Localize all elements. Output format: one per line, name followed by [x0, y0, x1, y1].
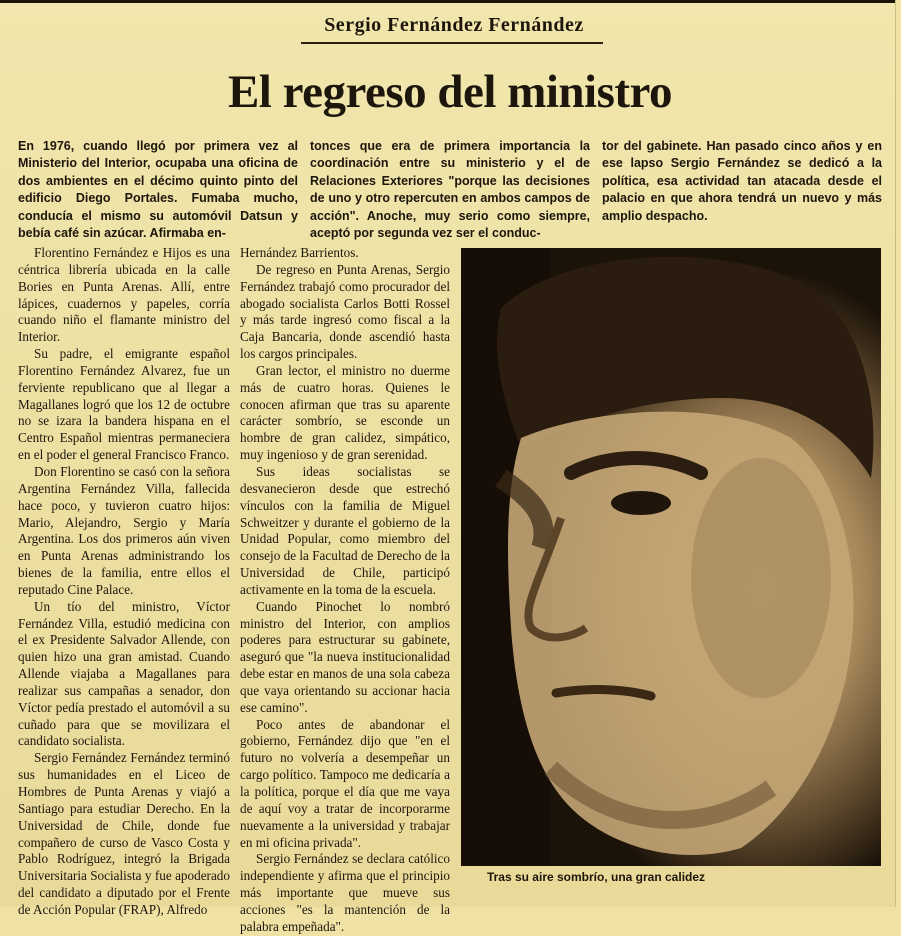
- body-paragraph: De regreso en Punta Arenas, Sergio Fernández trabajó como procurador del abogado socialista Carlos Botti Rossel y más tarde ingresó como fiscal a la Caja Bancaria, donde ascendió hasta los cargos principales.: [240, 261, 450, 362]
- portrait-illustration: [461, 248, 881, 866]
- body-paragraph: Cuando Pinochet lo nombró ministro del Interior, con amplios poderes para estructurar su gabinete, aseguró que "la nueva institucionalidad debe estar en manos de una sola cabeza que vaya orientando su accionar hacia ese camino".: [240, 598, 450, 715]
- article-headline: El regreso del ministro: [227, 66, 673, 118]
- body-paragraph: Sergio Fernández Fernández terminó sus humanidades en el Liceo de Hombres de Punta Arenas y viajó a Santiago para estudiar Derecho. En la Universidad de Chile, donde fue compañero de curso de Vasco Costa y Pablo Rodríguez, integró la Brigada Universitaria Socialista y fue apoderado del candidato a diputado por el Frente de Acción Popular (FRAP), Alfredo: [18, 750, 230, 917]
- body-paragraph: Don Florentino se casó con la señora Argentina Fernández Villa, fallecida hace poco, y tuvieron cuatro hijos: Mario, Alejandro, Sergio y María Argentina. Los dos primeros aún viven en Punta Arenas administrando los bienes de la familia, entre ellos el reputado Cine Palace.: [18, 463, 230, 597]
- body-paragraph: Su padre, el emigrante español Florentino Fernández Alvarez, fue un ferviente republicano que al llegar a Magallanes logró que los 12 de octubre no se izara la bandera hispana en el Centro Español mientras permaneciera en el poder el general Francisco Franco.: [18, 346, 230, 463]
- body-paragraph: Hernández Barrientos.: [240, 245, 359, 260]
- page-edge-right: [895, 0, 901, 907]
- body-column-2: [240, 245, 450, 936]
- body-paragraph: Poco antes de abandonar el gobierno, Fernández dijo que "en el futuro no volvería a desempeñar un cargo político. Tampoco me dedicaría a la política, porque el día que me vaya de aquí voy a tratar de incorporarme nuevamente a la universidad y trabajar en mi oficina privada".: [240, 716, 450, 850]
- body-paragraph: Sergio Fernández se declara católico independiente y afirma que el principio más importante que mueve sus acciones "es la mantención de la palabra empeñada".: [240, 851, 450, 934]
- author-byline: Sergio Fernández Fernández: [324, 14, 584, 36]
- lead-column-3: tor del gabinete. Han pasado cinco años y en ese lapso Sergio Fernández se dedicó a la política, esa actividad tan atacada desde el palacio en que ahora tendrá un nuevo y más amplio despacho.: [602, 139, 882, 223]
- photo-caption: Tras su aire sombrío, una gran calidez: [486, 870, 706, 884]
- portrait-photo: [461, 248, 881, 866]
- body-paragraph: Gran lector, el ministro no duerme más de cuatro horas. Quienes le conocen afirman que tras su aparente carácter sombrío, se esconde un hombre de gran calidez, simpático, muy ingenioso y de gran serenidad.: [240, 362, 450, 463]
- body-paragraph: Florentino Fernández e Hijos es una céntrica librería ubicada en la calle Bories en Punta Arenas. Allí, entre lápices, cuadernos y papeles, corría cuando niño el flamante ministro del Interior.: [18, 245, 230, 345]
- lead-column-2: tonces que era de primera importancia la coordinación entre su ministerio y el de Relaciones Exteriores "porque las decisiones de uno y otro repercuten en ambos campos de acción". Anoche, muy serio como siempre, aceptó por segunda vez ser el conduc-: [310, 139, 590, 241]
- body-paragraph: Un tío del ministro, Víctor Fernández Villa, estudió medicina con el ex Presidente Salvador Allende, con quien hizo una gran amistad. Cuando Allende viajaba a Magallanes para realizar sus campañas a senador, don Víctor pedía prestado el automóvil a su cuñado para que se movilizara el candidato socialista.: [18, 598, 230, 749]
- body-column-1: [18, 245, 230, 919]
- page-edge: [0, 0, 901, 3]
- body-paragraph: Sus ideas socialistas se desvanecieron desde que estrechó vínculos con la familia de Miguel Schweitzer y durante el gobierno de la Unidad Popular, como miembro del consejo de la Facultad de Derecho de la Universidad de Chile, participó activamente en la toma de la escuela.: [240, 463, 450, 597]
- byline-rule: [301, 42, 603, 44]
- lead-column-1: En 1976, cuando llegó por primera vez al Ministerio del Interior, ocupaba una oficina de dos ambientes en el décimo quinto pinto del edificio Diego Portales. Fumaba mucho, conducía el mismo su automóvil Datsun y bebía café sin azúcar. Afirmaba en-: [18, 139, 298, 241]
